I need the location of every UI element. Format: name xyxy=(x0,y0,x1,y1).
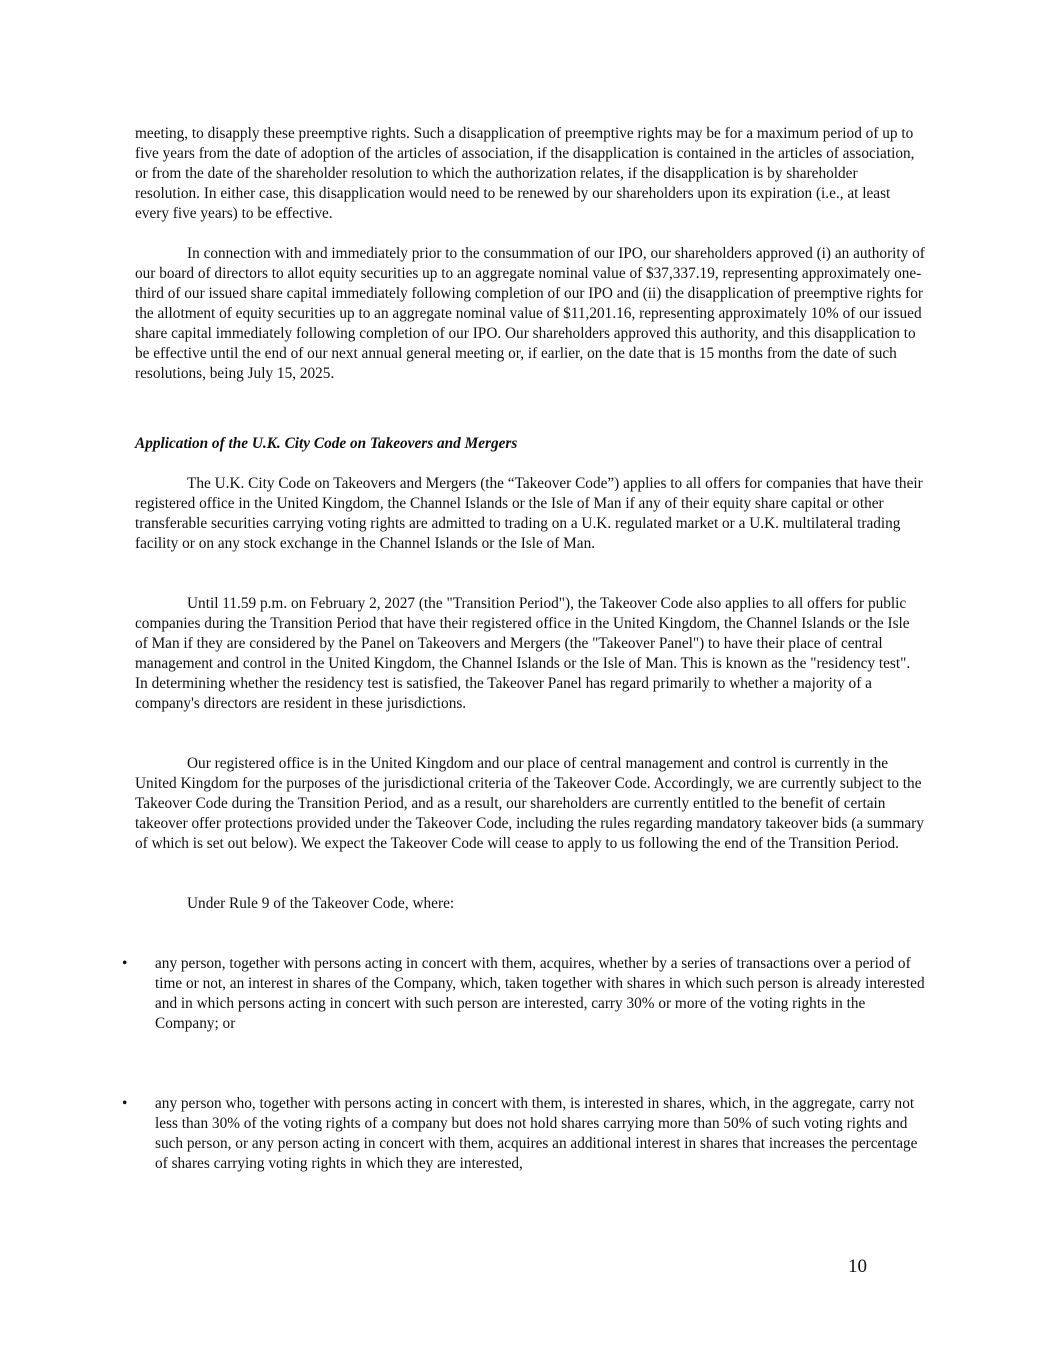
page-number: 10 xyxy=(848,1256,867,1277)
paragraph-ipo-authority: In connection with and immediately prior to the consummation of our IPO, our shareholders approved (i) an authority of our board of directors to allot equity securities up to an aggregate nominal value of $37,337.19, representing approximately one-third of our issued share capital immediately following completion of our IPO and (ii) the disapplication of preemptive rights for the allotment of equity securities up to an aggregate nominal value of $11,201.16, representing approximately 10% of our issued share capital immediately following completion of our IPO. Our shareholders approved this authority, and this disapplication to be effective until the end of our next annual general meeting or, if earlier, on the date that is 15 months from the date of such resolutions, being July 15, 2025. xyxy=(135,245,925,382)
paragraph-takeover-code-scope: The U.K. City Code on Takeovers and Mergers (the “Takeover Code”) applies to all offers for companies that have their registered office in the United Kingdom, the Channel Islands or the Isle of Man if any of their equity share capital or other transferable securities carrying voting rights are admitted to trading on a U.K. regulated market or a U.K. multilateral trading facility or on any stock exchange in the Channel Islands or the Isle of Man. xyxy=(135,475,923,552)
section-heading: Application of the U.K. City Code on Takeovers and Mergers xyxy=(135,435,518,452)
bullet-marker: • xyxy=(122,1095,128,1112)
bullet-marker: • xyxy=(122,955,128,972)
paragraph-preemptive-disapplication: meeting, to disapply these preemptive rights. Such a disapplication of preemptive rights may be for a maximum period of up to five years from the date of adoption of the articles of association, if the disapplication is contained in the articles of association, or from the date of the shareholder resolution to which the authorization relates, if the disapplication is by shareholder resolution. In either case, this disapplication would need to be renewed by our shareholders upon its expiration (i.e., at least every five years) to be effective. xyxy=(135,125,915,222)
paragraph-rule-9-intro: Under Rule 9 of the Takeover Code, where: xyxy=(187,895,455,912)
bullet-item-acquisition-30-percent: any person, together with persons acting in concert with them, acquires, whether by a series of transactions over a period of time or not, an interest in shares of the Company, which, taken together with shares in which such person is already interested and in which persons acting in concert with such person are interested, carry 30% or more of the voting rights in the Company; or xyxy=(155,955,925,1032)
bullet-item-additional-interest: any person who, together with persons acting in concert with them, is interested in shares, which, in the aggregate, carry not less than 30% of the voting rights of a company but does not hold shares carrying more than 50% of such voting rights and such person, or any person acting in concert with them, acquires an additional interest in shares that increases the percentage of shares carrying voting rights in which they are interested, xyxy=(155,1095,918,1172)
paragraph-registered-office: Our registered office is in the United Kingdom and our place of central management and control is currently in the United Kingdom for the purposes of the jurisdictional criteria of the Takeover Code. Accordingly, we are currently subject to the Takeover Code during the Transition Period, and as a result, our shareholders are currently entitled to the benefit of certain takeover offer protections provided under the Takeover Code, including the rules regarding mandatory takeover bids (a summary of which is set out below). We expect the Takeover Code will cease to apply to us following the end of the Transition Period. xyxy=(135,755,924,852)
paragraph-transition-period: Until 11.59 p.m. on February 2, 2027 (the "Transition Period"), the Takeover Code also applies to all offers for public companies during the Transition Period that have their registered office in the United Kingdom, the Channel Islands or the Isle of Man if they are considered by the Panel on Takeovers and Mergers (the "Takeover Panel") to have their place of central management and control in the United Kingdom, the Channel Islands or the Isle of Man. This is known as the "residency test". In determining whether the residency test is satisfied, the Takeover Panel has regard primarily to whether a majority of a company's directors are resident in these jurisdictions. xyxy=(135,595,911,712)
